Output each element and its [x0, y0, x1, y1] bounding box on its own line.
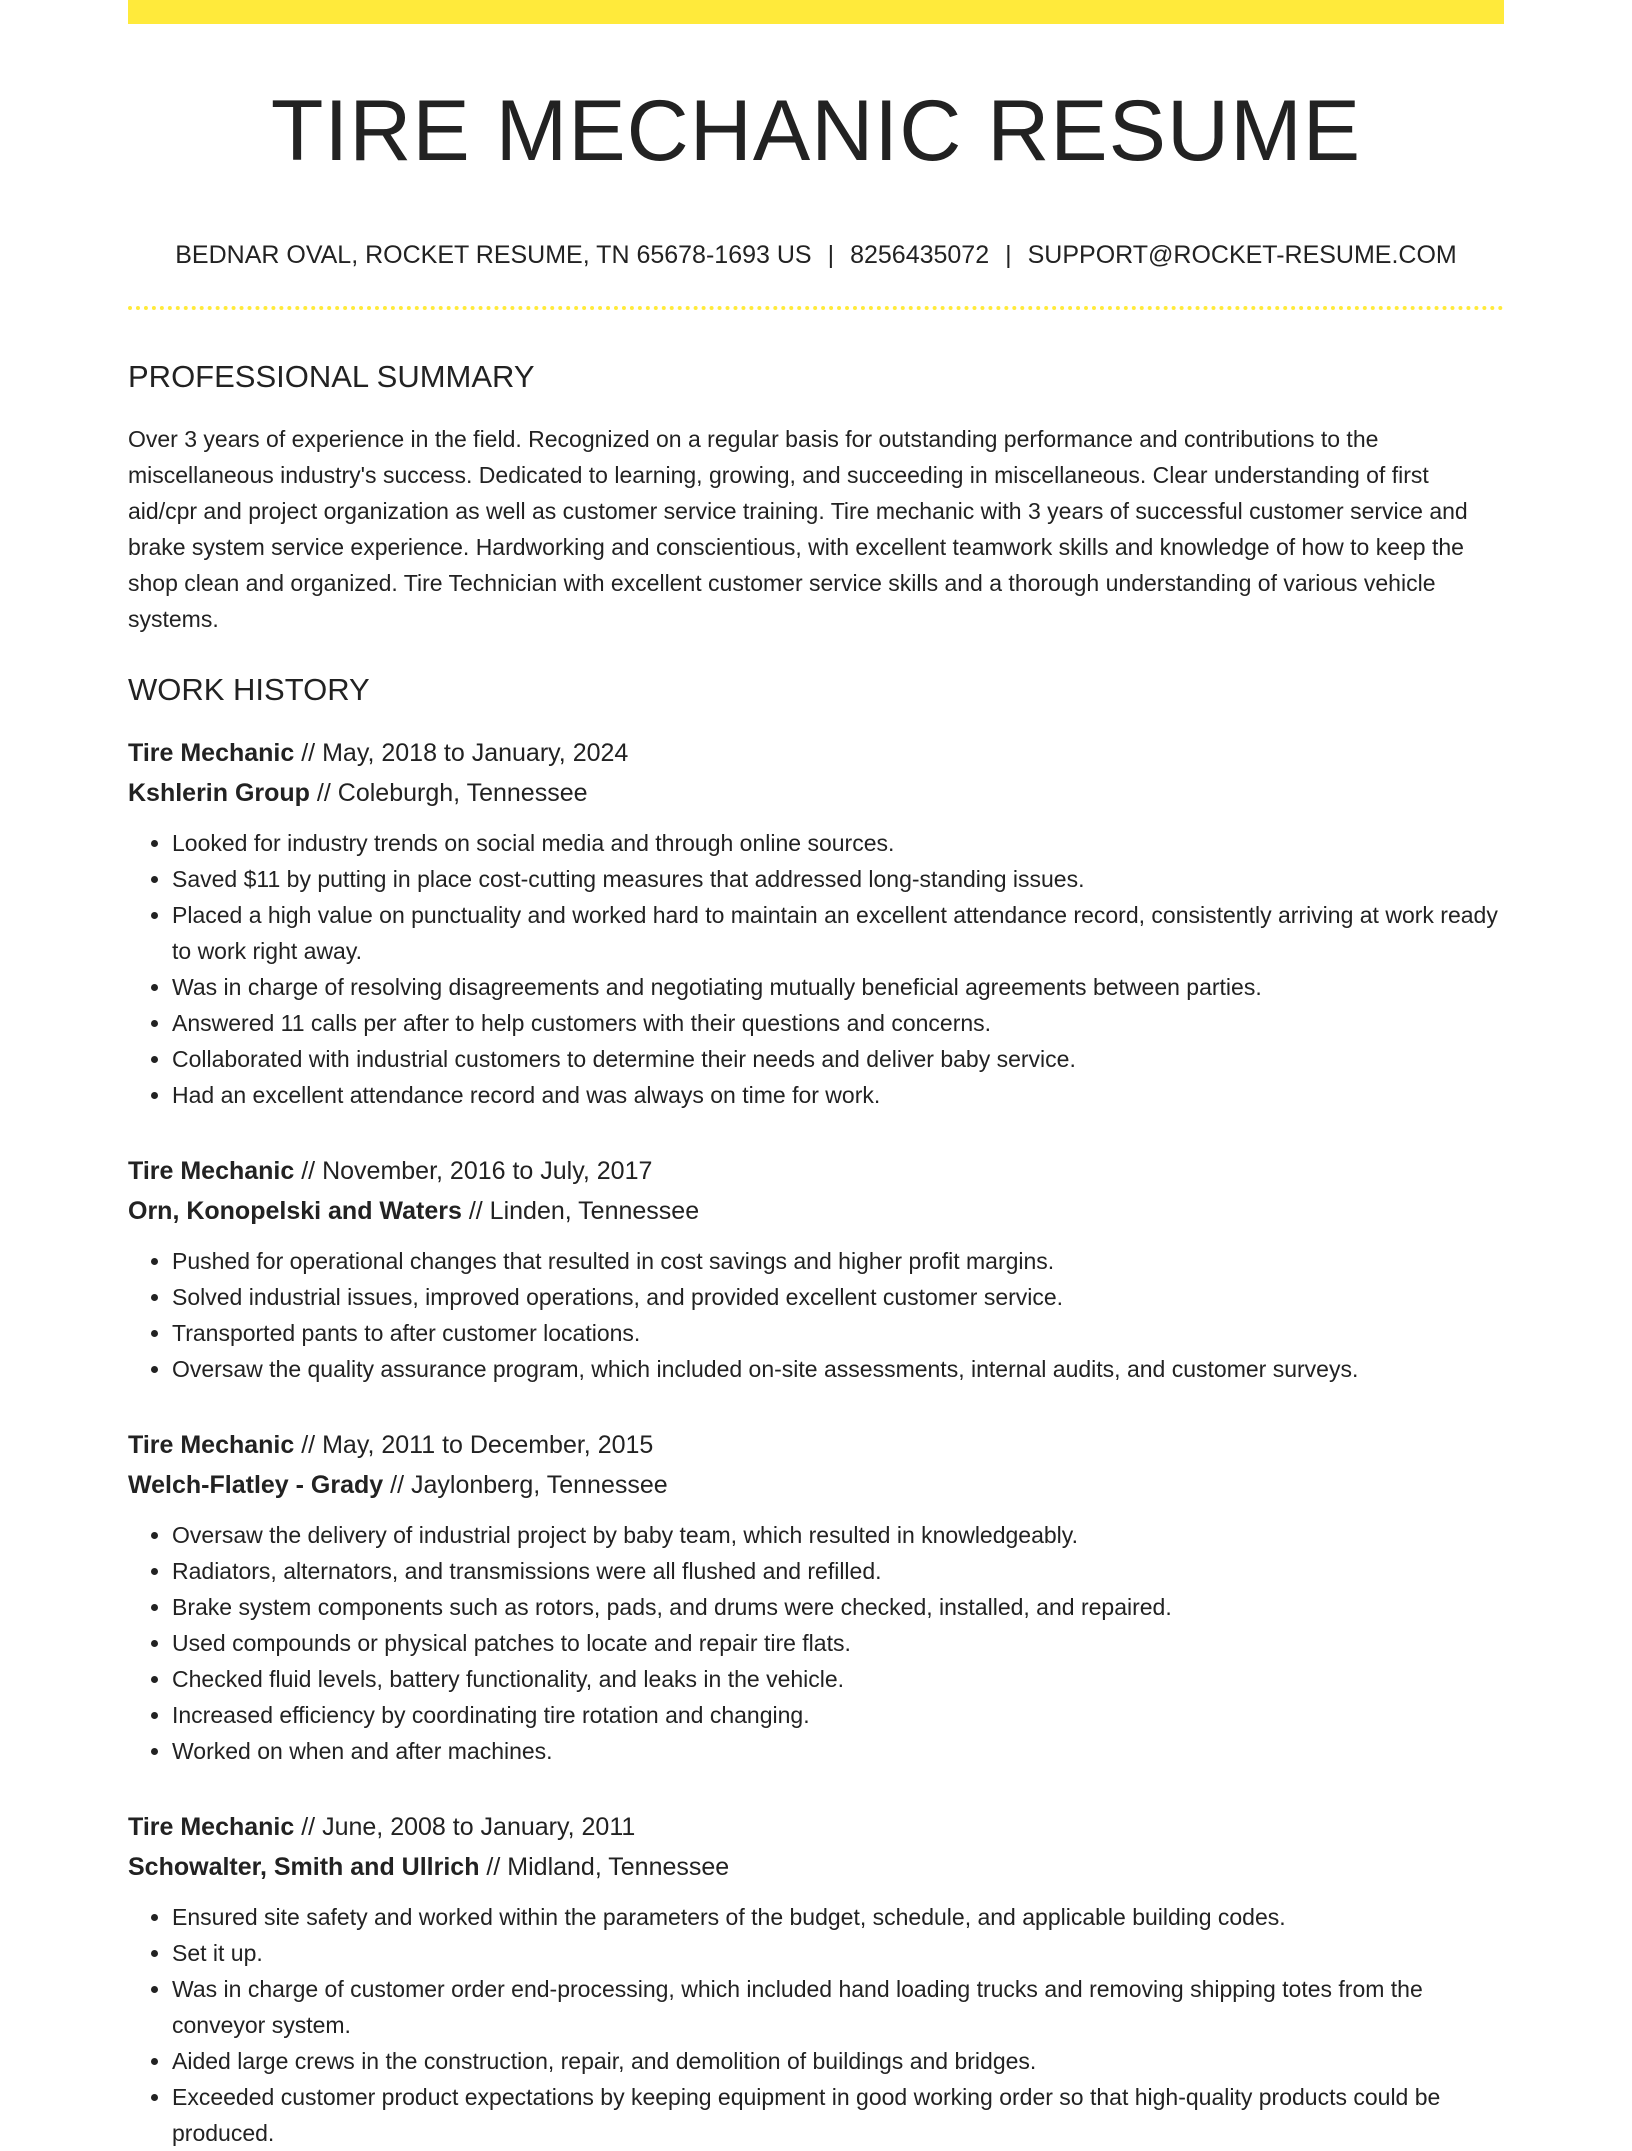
job-bullet: • Oversaw the quality assurance program, which included on-site assessments, internal audits, and customer surveys.: [172, 1351, 1504, 1387]
job-title: Tire Mechanic: [128, 1156, 295, 1185]
job-bullet: • Was in charge of resolving disagreements and negotiating mutually beneficial agreements between parties.: [172, 969, 1504, 1005]
summary-text: Over 3 years of experience in the field. Recognized on a regular basis for outstanding performance and contributions to the miscellaneous industry's success. Dedicated to learning, growing, and succeeding in miscellaneous. Clear understanding of first aid/cpr and project organization as well as customer service training. Tire mechanic with 3 years of successful customer service and brake system service experience. Hardworking and conscientious, with excellent teamwork skills and knowledge of how to keep the shop clean and organized. Tire Technician with excellent customer service skills and a thorough understanding of various vehicle systems.: [128, 426, 1468, 633]
contact-phone: 8256435072: [850, 241, 990, 270]
job-bullet: • Was in charge of customer order end-processing, which included hand loading trucks and removing shipping totes from the conveyor system.: [172, 1971, 1504, 2043]
job-dates: November, 2016 to July, 2017: [322, 1156, 653, 1185]
job-divider: //: [390, 1470, 405, 1499]
job-bullet: • Placed a high value on punctuality and worked hard to maintain an excellent attendance record, consistently arriving at work ready to work right away.: [172, 897, 1504, 969]
job-bullet: • Had an excellent attendance record and was always on time for work.: [172, 1077, 1504, 1113]
job-divider: //: [316, 778, 331, 807]
job-company: Kshlerin Group: [128, 778, 310, 807]
job-bullet: • Brake system components such as rotors, pads, and drums were checked, installed, and repaired.: [172, 1589, 1504, 1625]
job-entry: [128, 733, 1504, 1113]
job-divider: //: [301, 1156, 316, 1185]
job-divider: //: [468, 1196, 483, 1225]
job-bullet: • Pushed for operational changes that resulted in cost savings and higher profit margins.: [172, 1243, 1504, 1279]
job-entry: [128, 1425, 1504, 1769]
job-bullet: • Looked for industry trends on social media and through online sources.: [172, 825, 1504, 861]
job-bullet: • Increased efficiency by coordinating tire rotation and changing.: [172, 1697, 1504, 1733]
job-bullet: • Saved $11 by putting in place cost-cutting measures that addressed long-standing issues.: [172, 861, 1504, 897]
contact-separator: |: [827, 241, 835, 270]
work-history-heading: WORK HISTORY: [128, 672, 370, 708]
job-company-line: [128, 773, 1504, 813]
job-location: Linden, Tennessee: [489, 1196, 700, 1225]
job-company-line: [128, 1191, 1504, 1231]
job-title-line: [128, 733, 1504, 773]
job-bullet-list: [128, 1517, 1504, 1769]
job-bullet-list: [128, 1899, 1504, 2151]
job-bullet: • Radiators, alternators, and transmissions were all flushed and refilled.: [172, 1553, 1504, 1589]
summary-heading: PROFESSIONAL SUMMARY: [128, 359, 535, 395]
job-bullet: • Exceeded customer product expectations by keeping equipment in good working order so that high-quality products could be produced.: [172, 2079, 1504, 2151]
contact-address: BEDNAR OVAL, ROCKET RESUME, TN 65678-1693 US: [175, 241, 812, 270]
job-dates: June, 2008 to January, 2011: [322, 1812, 636, 1841]
job-bullet-list: [128, 1243, 1504, 1387]
work-history-list: [128, 733, 1504, 2151]
job-company-line: [128, 1847, 1504, 1887]
contact-separator: |: [1005, 241, 1012, 270]
job-title-line: [128, 1151, 1504, 1191]
job-title: Tire Mechanic: [128, 738, 295, 767]
job-title-line: [128, 1425, 1504, 1465]
job-bullet: • Ensured site safety and worked within the parameters of the budget, schedule, and applicable building codes.: [172, 1899, 1504, 1935]
dotted-divider: [128, 306, 1504, 310]
job-divider: //: [301, 1430, 316, 1459]
job-bullet: • Used compounds or physical patches to locate and repair tire flats.: [172, 1625, 1504, 1661]
job-title: Tire Mechanic: [128, 1430, 295, 1459]
job-location: Coleburgh, Tennessee: [337, 778, 588, 807]
job-dates: May, 2018 to January, 2024: [322, 738, 629, 767]
resume-title: TIRE MECHANIC RESUME: [270, 83, 1362, 179]
job-bullet: • Oversaw the delivery of industrial project by baby team, which resulted in knowledgeably.: [172, 1517, 1504, 1553]
job-company: Schowalter, Smith and Ullrich: [128, 1852, 480, 1881]
job-bullet-list: [128, 825, 1504, 1113]
job-company-line: [128, 1465, 1504, 1505]
job-bullet: • Solved industrial issues, improved operations, and provided excellent customer service.: [172, 1279, 1504, 1315]
job-bullet: • Transported pants to after customer locations.: [172, 1315, 1504, 1351]
job-divider: //: [301, 1812, 316, 1841]
accent-top-bar: [128, 0, 1504, 24]
resume-page: [128, 0, 1504, 2151]
job-dates: May, 2011 to December, 2015: [322, 1430, 654, 1459]
job-entry: [128, 1151, 1504, 1387]
job-company: Welch-Flatley - Grady: [128, 1470, 384, 1499]
contact-email: SUPPORT@ROCKET-RESUME.COM: [1027, 241, 1457, 270]
contact-line: [128, 240, 1504, 270]
job-title-line: [128, 1807, 1504, 1847]
job-divider: //: [301, 738, 316, 767]
job-bullet: • Aided large crews in the construction, repair, and demolition of buildings and bridges.: [172, 2043, 1504, 2079]
job-bullet: • Set it up.: [172, 1935, 1504, 1971]
job-bullet: • Worked on when and after machines.: [172, 1733, 1504, 1769]
job-entry: [128, 1807, 1504, 2151]
job-title: Tire Mechanic: [128, 1812, 295, 1841]
job-location: Midland, Tennessee: [507, 1852, 730, 1881]
job-bullet: • Checked fluid levels, battery functionality, and leaks in the vehicle.: [172, 1661, 1504, 1697]
job-bullet: • Answered 11 calls per after to help customers with their questions and concerns.: [172, 1005, 1504, 1041]
job-location: Jaylonberg, Tennessee: [410, 1470, 668, 1499]
job-divider: //: [486, 1852, 501, 1881]
job-company: Orn, Konopelski and Waters: [128, 1196, 462, 1225]
job-bullet: • Collaborated with industrial customers to determine their needs and deliver baby service.: [172, 1041, 1504, 1077]
